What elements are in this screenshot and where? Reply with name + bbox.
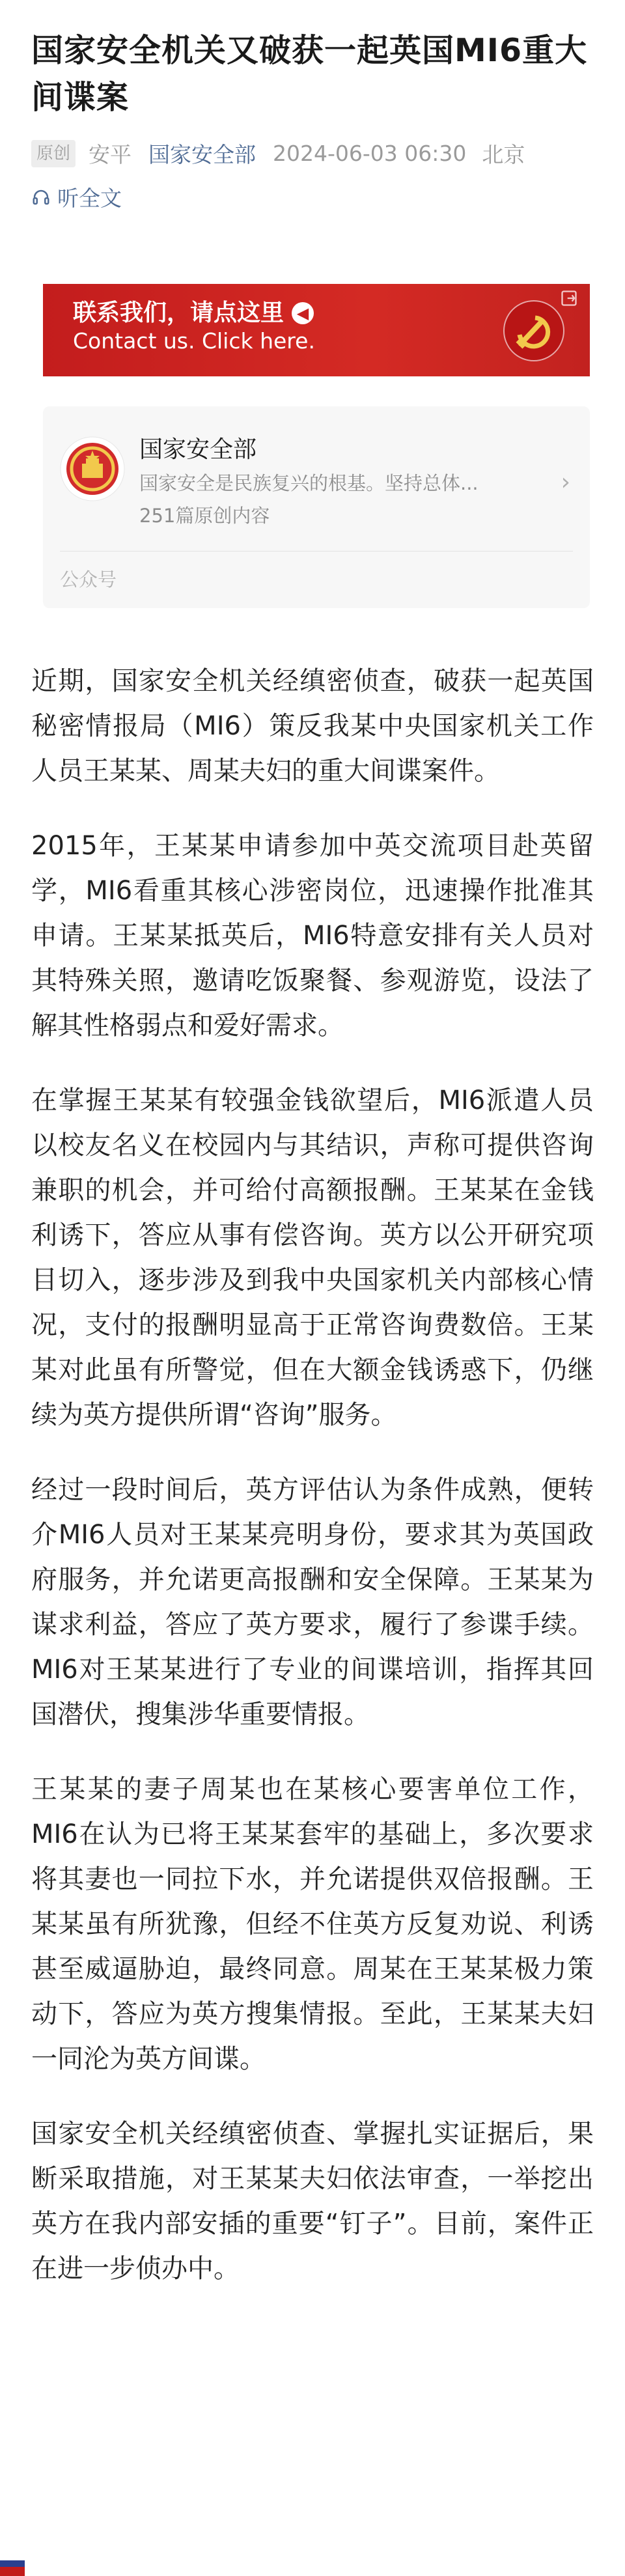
banner-line1-text: 联系我们，请点这里 — [73, 300, 285, 326]
listen-label: 听全文 — [57, 186, 122, 211]
contact-banner[interactable] — [43, 284, 590, 376]
party-emblem-icon — [501, 298, 566, 363]
chevron-right-icon: › — [561, 469, 570, 496]
banner-text — [73, 298, 315, 354]
article-body — [31, 659, 594, 2291]
banner-line1 — [73, 298, 315, 328]
article-paragraph: 王某某的妻子周某也在某核心要害单位工作，MI6在认为已将王某某套牢的基础上，多次要求将其妻也一同拉下水，并允诺提供双倍报酬。王某某虽有所犹豫，但经不住英方反复劝说、利诱甚至威逼胁迫，最终同意。周某在王某某极力策动下，答应为英方搜集情报。至此，王某某夫妇一同沦为英方间谍。 — [31, 1774, 594, 2074]
account-article-count: 251篇原创内容 — [139, 505, 270, 527]
account-card[interactable] — [43, 406, 590, 608]
article-meta — [31, 138, 594, 169]
national-emblem-icon — [60, 436, 125, 501]
card-divider — [60, 551, 573, 552]
original-tag: 原创 — [31, 140, 76, 167]
circle-arrow-icon: ◀ — [292, 302, 314, 324]
publish-datetime: 2024-06-03 06:30 — [273, 141, 467, 166]
publish-location: 北京 — [482, 142, 525, 167]
author-name: 安平 — [89, 142, 132, 167]
account-footer: 公众号 — [60, 568, 117, 591]
account-name: 国家安全部 — [139, 436, 257, 463]
article-paragraph: 国家安全机关经缜密侦查、掌握扎实证据后，果断采取措施，对王某某夫妇依法审查，一举挖出英方在我内部安插的重要“钉子”。目前，案件正在进一步侦办中。 — [31, 2119, 594, 2284]
listen-button[interactable] — [31, 182, 594, 212]
article-paragraph: 2015年，王某某申请参加中英交流项目赴英留学，MI6看重其核心涉密岗位，迅速操作批准其申请。王某某抵英后，MI6特意安排有关人员对其特殊关照，邀请吃饭聚餐、参观游览，设法了解其性格弱点和爱好需求。 — [31, 831, 594, 1041]
account-description: 国家安全是民族复兴的根基。坚持总体... — [139, 472, 479, 494]
article-title: 国家安全机关又破获一起英国MI6重大间谍案 — [31, 32, 588, 116]
bottom-flag-red — [0, 2567, 25, 2576]
headphones-icon — [31, 188, 51, 207]
article-paragraph: 在掌握王某某有较强金钱欲望后，MI6派遣人员以校友名义在校园内与其结识，声称可提供咨询兼职的机会，并可给付高额报酬。王某某在金钱利诱下，答应从事有偿咨询。英方以公开研究项目切入，逐步涉及到我中央国家机关内部核心情况，支付的报酬明显高于正常咨询费数倍。王某某对此虽有所警觉，但在大额金钱诱惑下，仍继续为英方提供所谓“咨询”服务。 — [31, 1085, 594, 1430]
article-paragraph: 近期，国家安全机关经缜密侦查，破获一起英国秘密情报局（MI6）策反我某中央国家机关工作人员王某某、周某夫妇的重大间谍案件。 — [31, 666, 594, 786]
article-paragraph: 经过一段时间后，英方评估认为条件成熟，便转介MI6人员对王某某亮明身份，要求其为英国政府服务，并允诺更高报酬和安全保障。王某某为谋求利益，答应了英方要求，履行了参谍手续。MI6对王某某进行了专业的间谍培训，指挥其回国潜伏，搜集涉华重要情报。 — [31, 1475, 594, 1729]
banner-line2: Contact us. Click here. — [73, 328, 315, 354]
bottom-flag-blue — [0, 2560, 25, 2567]
account-link[interactable]: 国家安全部 — [148, 142, 257, 167]
